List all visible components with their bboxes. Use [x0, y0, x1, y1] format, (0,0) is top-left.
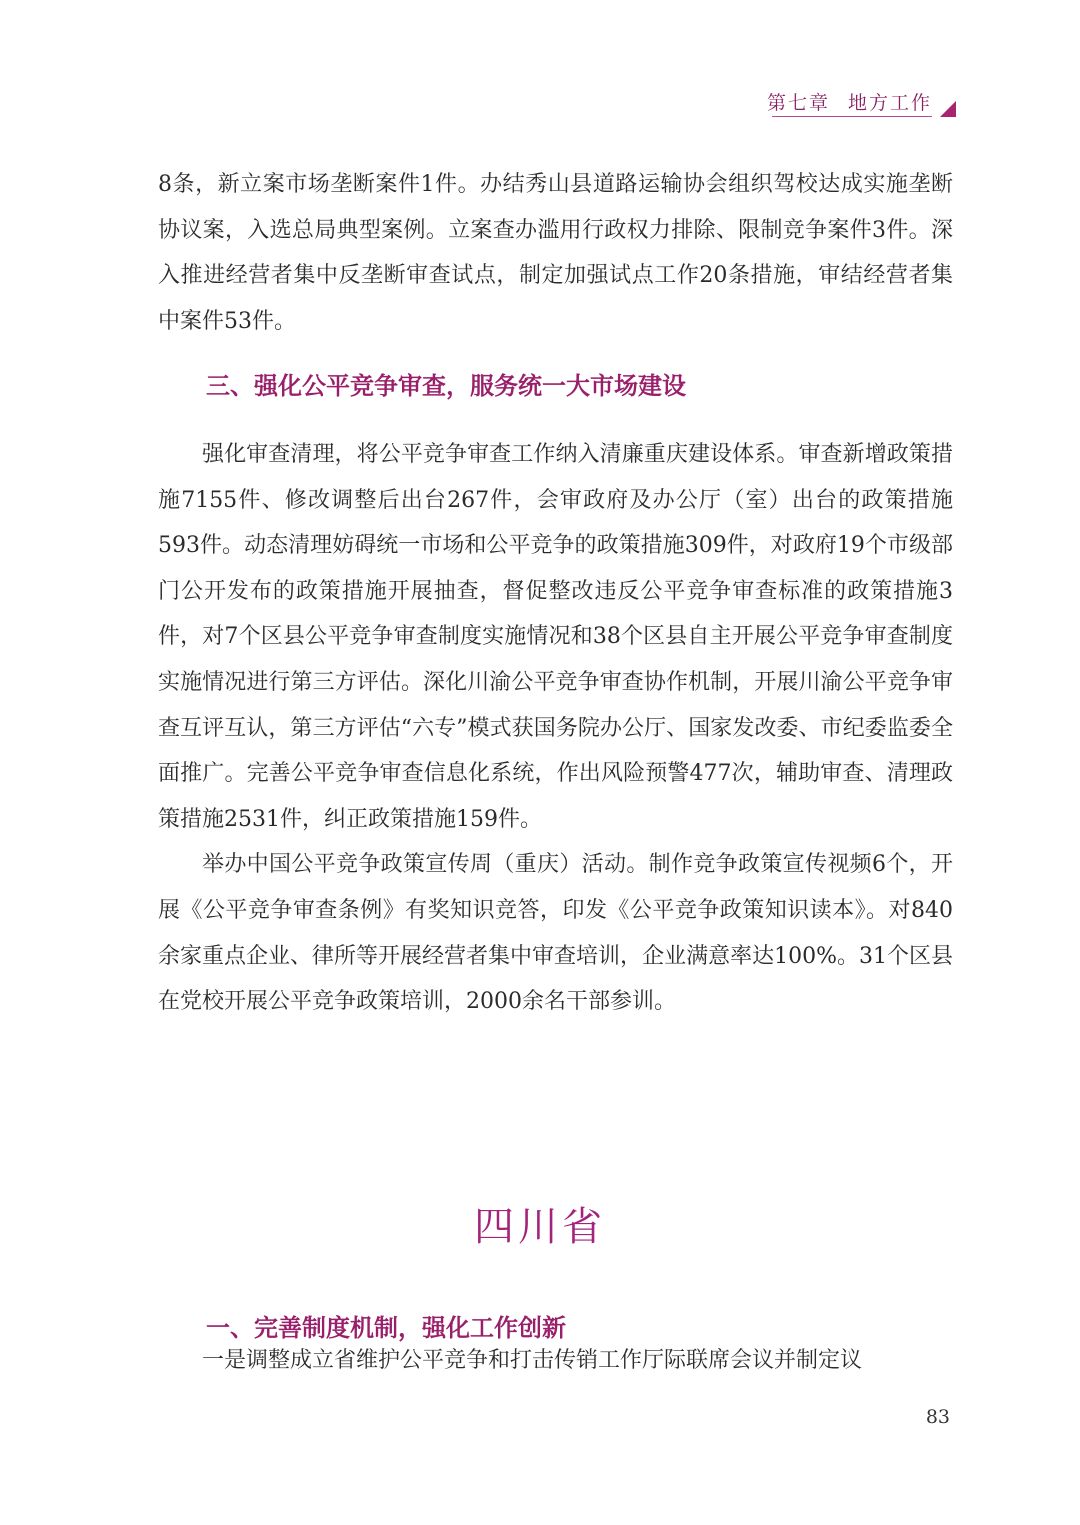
- page-number: 83: [925, 1406, 950, 1428]
- province-title: 四川省: [474, 1204, 606, 1250]
- chapter-label: 第七章: [766, 92, 830, 114]
- section-3-paragraph-2: 举办中国公平竞争政策宣传周（重庆）活动。制作竞争政策宣传视频6个，开展《公平竞争审查条例》有奖知识竞答，印发《公平竞争政策知识读本》。对840余家重点企业、律所等开展经营者集中审查培训，企业满意率达100%。31个区县在党校开展公平竞争政策培训，2000余名干部参训。: [158, 852, 953, 1015]
- running-header: [767, 88, 932, 115]
- top-paragraph-block: [158, 162, 953, 344]
- header-rule: [772, 116, 932, 117]
- chapter-title: 地方工作: [847, 92, 932, 114]
- section-1-body: [158, 1338, 953, 1384]
- section-3-paragraph-1: 强化审查清理，将公平竞争审查工作纳入清廉重庆建设体系。审查新增政策措施7155件、修改调整后出台267件，会审政府及办公厅（室）出台的政策措施593件。动态清理妨碍统一市场和公平竞争的政策措施309件，对政府19个市级部门公开发布的政策措施开展抽查，督促整改违反公平竞争审查标准的政策措施3件，对7个区县公平竞争审查制度实施情况和38个区县自主开展公平竞争审查制度实施情况进行第三方评估。深化川渝公平竞争审查协作机制，开展川渝公平竞争审查互评互认，第三方评估“六专”模式获国务院办公厅、国家发改委、市纪委监委全面推广。完善公平竞争审查信息化系统，作出风险预警477次，辅助审查、清理政策措施2531件，纠正政策措施159件。: [158, 442, 953, 832]
- section-1-paragraph-1: 一是调整成立省维护公平竞争和打击传销工作厅际联席会议并制定议: [202, 1348, 863, 1373]
- section-heading-3: 三、强化公平竞争审查，服务统一大市场建设: [206, 371, 686, 400]
- section-3-body: [158, 432, 953, 1025]
- corner-triangle-icon: [940, 101, 956, 117]
- paragraph-continued: 8条，新立案市场垄断案件1件。办结秀山县道路运输协会组织驾校达成实施垄断协议案，入选总局典型案例。立案查办滥用行政权力排除、限制竞争案件3件。深入推进经营者集中反垄断审查试点，制定加强试点工作20条措施，审结经营者集中案件53件。: [158, 172, 953, 334]
- section-heading-1: 一、完善制度机制，强化工作创新: [206, 1313, 566, 1342]
